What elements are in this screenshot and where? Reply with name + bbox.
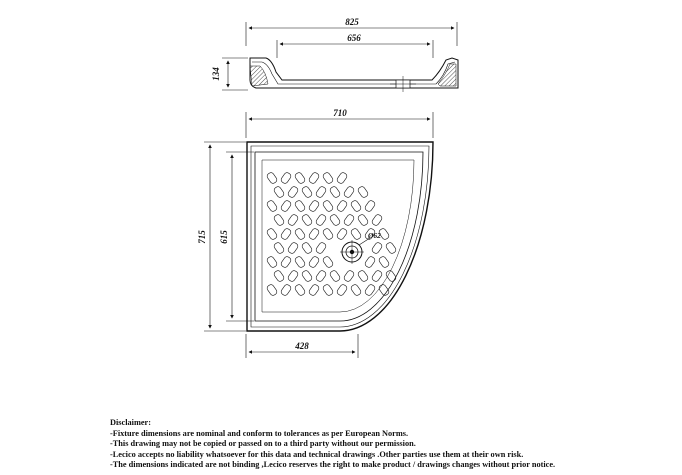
anti-slip-pad	[343, 185, 355, 198]
dimension-656-label: 656	[347, 33, 361, 43]
anti-slip-pad	[371, 269, 383, 282]
dimension-715-label: 715	[197, 230, 207, 244]
anti-slip-pad	[364, 255, 376, 268]
dimension-428-label: 428	[295, 341, 309, 351]
anti-slip-pad	[350, 199, 362, 212]
side-elevation	[211, 17, 458, 92]
anti-slip-pad	[371, 241, 383, 254]
anti-slip-pad	[357, 269, 369, 282]
anti-slip-pad	[322, 199, 334, 212]
anti-slip-pad	[287, 241, 299, 254]
anti-slip-pad	[308, 255, 320, 268]
dimension-825-label: 825	[345, 17, 359, 27]
side-drain-outlet	[390, 76, 416, 92]
anti-slip-pad	[336, 199, 348, 212]
anti-slip-pad	[322, 283, 334, 296]
anti-slip-pad	[273, 185, 285, 198]
anti-slip-pad	[294, 199, 306, 212]
anti-slip-pad	[280, 283, 292, 296]
anti-slip-pad	[357, 185, 369, 198]
anti-slip-pad	[308, 283, 320, 296]
anti-slip-pad	[336, 283, 348, 296]
anti-slip-pad	[308, 171, 320, 184]
anti-slip-pad	[329, 213, 341, 226]
anti-slip-pad	[364, 199, 376, 212]
anti-slip-pad	[336, 171, 348, 184]
anti-slip-pad	[294, 227, 306, 240]
anti-slip-pad	[385, 269, 397, 282]
anti-slip-pad	[266, 255, 278, 268]
anti-slip-pad	[322, 171, 334, 184]
tray-side-profile	[250, 58, 458, 92]
disclaimer-title: Disclaimer:	[110, 418, 152, 427]
anti-slip-pad	[350, 227, 362, 240]
anti-slip-pad	[287, 269, 299, 282]
dimension-134-label: 134	[211, 67, 221, 81]
dimension-710	[246, 108, 433, 138]
anti-slip-pad	[350, 283, 362, 296]
anti-slip-pad	[357, 213, 369, 226]
anti-slip-pad	[301, 213, 313, 226]
anti-slip-pad	[273, 269, 285, 282]
anti-slip-pad	[322, 227, 334, 240]
anti-slip-pad	[378, 255, 390, 268]
anti-slip-pad	[315, 241, 327, 254]
disclaimer-line: -Fixture dimensions are nominal and conform to tolerances as per European Norms.	[110, 428, 409, 438]
anti-slip-pad	[294, 255, 306, 268]
anti-slip-pad	[308, 199, 320, 212]
anti-slip-pad	[336, 227, 348, 240]
tray-plan-outline	[247, 142, 433, 331]
anti-slip-pad	[273, 241, 285, 254]
anti-slip-pad	[322, 255, 334, 268]
anti-slip-pad	[315, 185, 327, 198]
anti-slip-pad	[294, 283, 306, 296]
anti-slip-pad	[280, 199, 292, 212]
anti-slip-pad	[315, 269, 327, 282]
anti-slip-pad	[266, 283, 278, 296]
anti-slip-pad	[266, 199, 278, 212]
anti-slip-pad	[378, 283, 390, 296]
anti-slip-pad	[294, 171, 306, 184]
anti-slip-pad	[280, 255, 292, 268]
anti-slip-pad	[301, 185, 313, 198]
anti-slip-pad	[301, 269, 313, 282]
anti-slip-pad	[280, 227, 292, 240]
anti-slip-pad	[280, 171, 292, 184]
drain-diameter-label: Ø62	[368, 231, 381, 240]
dimension-134	[211, 58, 248, 90]
anti-slip-pad	[266, 227, 278, 240]
plan-view	[197, 108, 433, 358]
disclaimer	[110, 418, 670, 471]
dimension-428	[246, 334, 358, 358]
anti-slip-pad	[308, 227, 320, 240]
anti-slip-pad	[315, 213, 327, 226]
anti-slip-pad	[287, 185, 299, 198]
anti-slip-pad	[329, 185, 341, 198]
anti-slip-pad	[329, 269, 341, 282]
dimension-615	[219, 152, 254, 321]
disclaimer-line: -The dimensions indicated are not binding ,Lecico reserves the right to make product / drawings changes without prior notice.	[110, 460, 556, 470]
anti-slip-pad	[371, 213, 383, 226]
dimension-615-label: 615	[219, 230, 229, 244]
anti-slip-pad	[287, 213, 299, 226]
anti-slip-pad	[273, 213, 285, 226]
disclaimer-line: -This drawing may not be copied or passed on to a third party without our permission.	[110, 439, 416, 449]
anti-slip-pad	[343, 269, 355, 282]
dimension-710-label: 710	[333, 108, 347, 118]
dimension-656	[277, 33, 433, 58]
anti-slip-pad	[266, 171, 278, 184]
anti-slip-pad	[343, 213, 355, 226]
anti-slip-pad	[385, 241, 397, 254]
disclaimer-line: -Lecico accepts no liability whatsoever for this data and technical drawings .Other parties use them at their own risk.	[110, 449, 524, 459]
anti-slip-pad	[301, 241, 313, 254]
